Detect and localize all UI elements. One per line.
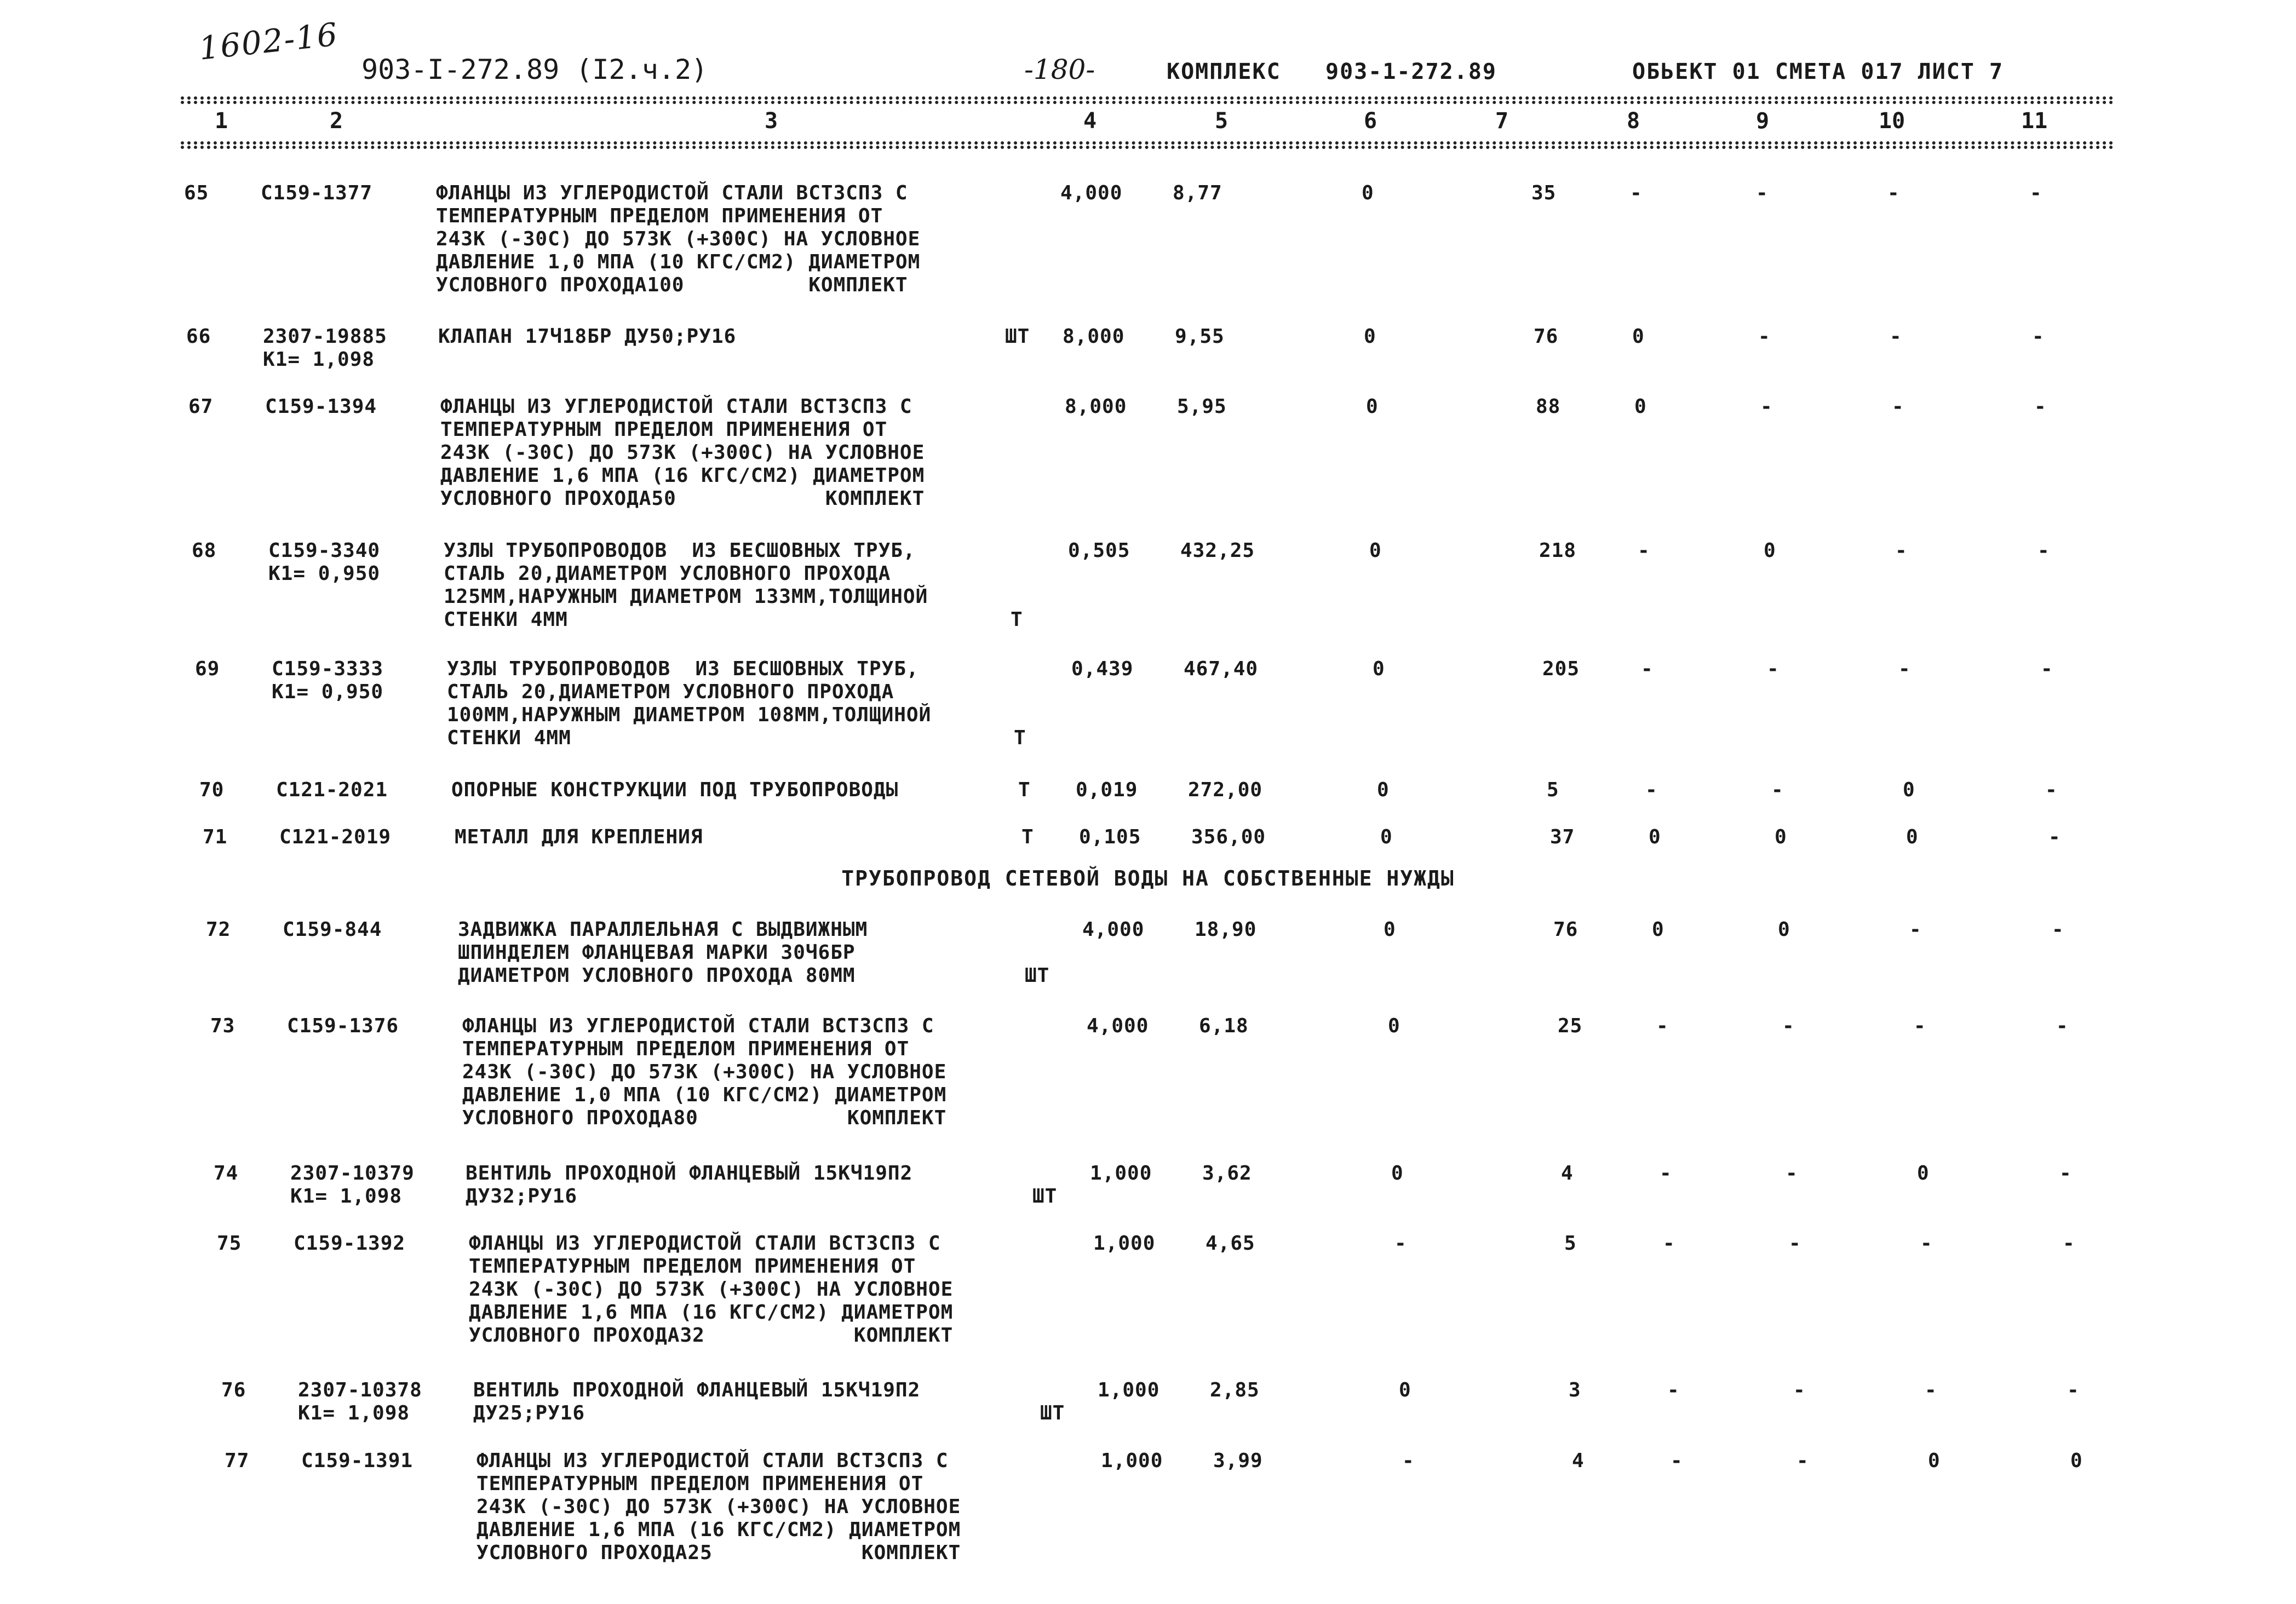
row-col-8: - <box>1660 1162 1672 1185</box>
row-col-10: - <box>1890 325 1902 348</box>
row-col-9: - <box>1782 1015 1795 1037</box>
row-col-11: - <box>2032 325 2045 348</box>
row-unit: ШТ <box>1005 325 1030 348</box>
row-col-8: 0 <box>1632 325 1645 348</box>
header-rule-bottom-2 <box>181 146 2114 149</box>
row-unit: Т <box>1021 826 1034 848</box>
row-col-7: 76 <box>1534 325 1559 348</box>
col-num: 11 <box>2021 108 2048 134</box>
row-price: 6,18 <box>1199 1015 1249 1037</box>
row-price: 2,85 <box>1210 1379 1260 1401</box>
row-description: УЗЛЫ ТРУБОПРОВОДОВ ИЗ БЕСШОВНЫХ ТРУБ, СТАЛЬ 20,ДИАМЕТРОМ УСЛОВНОГО ПРОХОДА 125ММ,НАРУЖНЫМ ДИАМЕТРОМ 133ММ,ТОЛЩИНОЙ СТЕНКИ 4ММ <box>444 539 928 631</box>
row-quantity: 1,000 <box>1090 1162 1152 1185</box>
row-code: С159-1376 <box>287 1015 399 1037</box>
row-description: ФЛАНЦЫ ИЗ УГЛЕРОДИСТОЙ СТАЛИ ВСТ3СП3 С ТЕМПЕРАТУРНЫМ ПРЕДЕЛОМ ПРИМЕНЕНИЯ ОТ 243К (-30С) ДО 573К (+300С) НА УСЛОВНОЕ ДАВЛЕНИЕ 1,6 МПА (16 КГС/СМ2) ДИАМЕТРОМ УСЛОВНОГО ПРОХОДА25 КОМПЛЕКТ <box>477 1450 961 1564</box>
row-col-6: 0 <box>1391 1162 1404 1185</box>
row-quantity: 1,000 <box>1098 1379 1160 1401</box>
row-quantity: 0,439 <box>1071 658 1134 680</box>
row-number: 77 <box>225 1450 250 1472</box>
row-description: ФЛАНЦЫ ИЗ УГЛЕРОДИСТОЙ СТАЛИ ВСТ3СП3 С ТЕМПЕРАТУРНЫМ ПРЕДЕЛОМ ПРИМЕНЕНИЯ ОТ 243К (-30С) ДО 573К (+300С) НА УСЛОВНОЕ ДАВЛЕНИЕ 1,0 МПА (10 КГС/СМ2) ДИАМЕТРОМ УСЛОВНОГО ПРОХОДА100 КОМПЛЕКТ <box>436 182 921 296</box>
row-number: 65 <box>184 182 209 204</box>
row-col-6: 0 <box>1399 1379 1411 1401</box>
row-description: КЛАПАН 17Ч18БР ДУ50;РУ16 <box>438 325 737 348</box>
row-code: С159-1394 <box>265 395 377 418</box>
row-unit: ШТ <box>1040 1402 1065 1424</box>
row-quantity: 8,000 <box>1065 395 1127 418</box>
row-col-8: - <box>1641 658 1654 680</box>
row-col-10: - <box>1892 395 1904 418</box>
row-description: ФЛАНЦЫ ИЗ УГЛЕРОДИСТОЙ СТАЛИ ВСТ3СП3 С ТЕМПЕРАТУРНЫМ ПРЕДЕЛОМ ПРИМЕНЕНИЯ ОТ 243К (-30С) ДО 573К (+300С) НА УСЛОВНОЕ ДАВЛЕНИЕ 1,0 МПА (10 КГС/СМ2) ДИАМЕТРОМ УСЛОВНОГО ПРОХОДА80 КОМПЛЕКТ <box>462 1015 947 1129</box>
row-price: 467,40 <box>1184 658 1259 680</box>
row-col-11: 0 <box>2070 1450 2083 1472</box>
row-col-9: - <box>1789 1232 1801 1255</box>
row-col-9: - <box>1786 1162 1798 1185</box>
row-col-11: - <box>2034 395 2047 418</box>
row-col-7: 5 <box>1547 779 1559 801</box>
row-col-10: - <box>1920 1232 1933 1255</box>
row-col-10: - <box>1898 658 1911 680</box>
row-col-9: 0 <box>1778 918 1790 941</box>
row-col-6: 0 <box>1364 325 1376 348</box>
row-col-8: - <box>1667 1379 1680 1401</box>
header-rule-top <box>181 96 2114 100</box>
row-price: 18,90 <box>1195 918 1257 941</box>
row-price: 272,00 <box>1188 779 1263 801</box>
row-col-10: 0 <box>1906 826 1919 848</box>
row-code: С121-2021 <box>276 779 388 801</box>
row-code: С159-844 <box>283 918 382 941</box>
row-col-11: - <box>2045 779 2058 801</box>
row-number: 71 <box>203 826 228 848</box>
row-coefficient: К1= 1,098 <box>298 1402 410 1424</box>
row-code: 2307-10378 <box>298 1379 422 1401</box>
row-code: С159-3333 <box>272 658 384 680</box>
row-number: 67 <box>188 395 214 418</box>
col-num: 8 <box>1627 108 1640 134</box>
row-col-7: 4 <box>1561 1162 1574 1185</box>
row-col-7: 5 <box>1564 1232 1577 1255</box>
row-col-8: - <box>1656 1015 1669 1037</box>
row-description: ВЕНТИЛЬ ПРОХОДНОЙ ФЛАНЦЕВЫЙ 15КЧ19П2 ДУ32;РУ16 <box>466 1162 913 1208</box>
col-num: 3 <box>765 108 778 134</box>
row-unit: ШТ <box>1025 964 1050 987</box>
row-code: С159-1391 <box>301 1450 414 1472</box>
row-col-6: 0 <box>1380 826 1393 848</box>
row-col-6: 0 <box>1362 182 1374 204</box>
col-num: 5 <box>1215 108 1229 134</box>
row-col-10: - <box>1925 1379 1937 1401</box>
row-price: 3,62 <box>1202 1162 1252 1185</box>
page-number: -180- <box>1024 54 1095 85</box>
row-col-8: 0 <box>1634 395 1647 418</box>
row-col-9: - <box>1760 395 1773 418</box>
row-price: 5,95 <box>1177 395 1227 418</box>
row-number: 75 <box>217 1232 242 1255</box>
row-price: 8,77 <box>1173 182 1222 204</box>
complex-label: КОМПЛЕКС <box>1167 59 1281 84</box>
row-col-11: - <box>2067 1379 2080 1401</box>
row-col-11: - <box>2048 826 2061 848</box>
row-code: С121-2019 <box>279 826 392 848</box>
row-col-8: - <box>1671 1450 1683 1472</box>
row-coefficient: К1= 1,098 <box>290 1185 403 1208</box>
row-col-7: 88 <box>1536 395 1561 418</box>
row-col-7: 205 <box>1542 658 1580 680</box>
row-quantity: 1,000 <box>1101 1450 1163 1472</box>
row-col-7: 3 <box>1569 1379 1581 1401</box>
row-col-9: - <box>1756 182 1769 204</box>
object-info: ОБЬЕКТ 01 СМЕТА 017 ЛИСТ 7 <box>1632 59 2004 84</box>
col-num: 4 <box>1083 108 1097 134</box>
row-col-9: 0 <box>1775 826 1787 848</box>
row-quantity: 0,505 <box>1068 539 1130 562</box>
row-col-8: - <box>1645 779 1658 801</box>
row-number: 66 <box>186 325 211 348</box>
row-col-11: - <box>2063 1232 2075 1255</box>
row-col-8: 0 <box>1652 918 1664 941</box>
row-number: 74 <box>214 1162 239 1185</box>
row-col-7: 35 <box>1531 182 1557 204</box>
header-rule-bottom <box>181 141 2114 145</box>
row-col-6: - <box>1394 1232 1407 1255</box>
row-quantity: 0,019 <box>1076 779 1138 801</box>
row-col-10: 0 <box>1903 779 1915 801</box>
row-number: 76 <box>221 1379 246 1401</box>
row-quantity: 0,105 <box>1079 826 1141 848</box>
row-number: 69 <box>195 658 220 680</box>
row-description: УЗЛЫ ТРУБОПРОВОДОВ ИЗ БЕСШОВНЫХ ТРУБ, СТАЛЬ 20,ДИАМЕТРОМ УСЛОВНОГО ПРОХОДА 100ММ,НАРУЖНЫМ ДИАМЕТРОМ 108ММ,ТОЛЩИНОЙ СТЕНКИ 4ММ <box>447 658 932 749</box>
row-col-8: - <box>1630 182 1643 204</box>
row-col-10: - <box>1895 539 1908 562</box>
col-num: 10 <box>1879 108 1905 134</box>
row-number: 70 <box>199 779 225 801</box>
col-num: 2 <box>330 108 343 134</box>
row-col-7: 76 <box>1553 918 1579 941</box>
row-col-10: - <box>1909 918 1922 941</box>
row-number: 73 <box>210 1015 236 1037</box>
row-code: 2307-19885 <box>263 325 387 348</box>
row-col-10: 0 <box>1928 1450 1941 1472</box>
row-quantity: 4,000 <box>1060 182 1123 204</box>
row-col-7: 218 <box>1539 539 1577 562</box>
row-col-9: - <box>1796 1450 1809 1472</box>
row-col-11: - <box>2037 539 2050 562</box>
row-coefficient: К1= 0,950 <box>272 681 384 703</box>
row-col-8: - <box>1638 539 1650 562</box>
row-col-6: - <box>1402 1450 1415 1472</box>
row-description: ФЛАНЦЫ ИЗ УГЛЕРОДИСТОЙ СТАЛИ ВСТ3СП3 С ТЕМПЕРАТУРНЫМ ПРЕДЕЛОМ ПРИМЕНЕНИЯ ОТ 243К (-30С) ДО 573К (+300С) НА УСЛОВНОЕ ДАВЛЕНИЕ 1,6 МПА (16 КГС/СМ2) ДИАМЕТРОМ УСЛОВНОГО ПРОХОДА32 КОМПЛЕКТ <box>469 1232 954 1347</box>
row-unit: Т <box>1018 779 1031 801</box>
row-quantity: 8,000 <box>1063 325 1125 348</box>
column-numbers <box>181 108 2114 136</box>
row-col-6: 0 <box>1366 395 1379 418</box>
row-coefficient: К1= 1,098 <box>263 348 375 371</box>
row-price: 3,99 <box>1213 1450 1263 1472</box>
row-code: С159-1392 <box>294 1232 406 1255</box>
row-number: 68 <box>192 539 217 562</box>
row-quantity: 4,000 <box>1082 918 1145 941</box>
row-col-11: - <box>2041 658 2053 680</box>
row-col-6: 0 <box>1369 539 1382 562</box>
row-unit: Т <box>1014 727 1026 749</box>
row-col-6: 0 <box>1373 658 1385 680</box>
row-coefficient: К1= 0,950 <box>268 562 381 585</box>
row-col-6: 0 <box>1384 918 1396 941</box>
row-col-7: 4 <box>1572 1450 1585 1472</box>
row-code: 2307-10379 <box>290 1162 415 1185</box>
row-price: 4,65 <box>1206 1232 1255 1255</box>
row-col-11: - <box>2052 918 2064 941</box>
row-col-9: - <box>1771 779 1784 801</box>
row-col-6: 0 <box>1377 779 1390 801</box>
row-col-7: 37 <box>1550 826 1575 848</box>
row-col-9: - <box>1767 658 1780 680</box>
row-description: ОПОРНЫЕ КОНСТРУКЦИИ ПОД ТРУБОПРОВОДЫ <box>451 779 899 801</box>
col-num: 6 <box>1364 108 1377 134</box>
row-description: ВЕНТИЛЬ ПРОХОДНОЙ ФЛАНЦЕВЫЙ 15КЧ19П2 ДУ25;РУ16 <box>473 1379 921 1424</box>
row-price: 432,25 <box>1180 539 1255 562</box>
row-col-11: - <box>2030 182 2042 204</box>
row-col-10: - <box>1887 182 1900 204</box>
row-col-10: - <box>1914 1015 1926 1037</box>
col-num: 7 <box>1495 108 1509 134</box>
row-description: МЕТАЛЛ ДЛЯ КРЕПЛЕНИЯ <box>455 826 703 848</box>
complex-code: 903-1-272.89 <box>1325 59 1497 84</box>
row-code: С159-1377 <box>261 182 373 204</box>
row-col-7: 25 <box>1558 1015 1583 1037</box>
row-col-9: - <box>1793 1379 1806 1401</box>
row-col-10: 0 <box>1917 1162 1930 1185</box>
row-col-11: - <box>2056 1015 2069 1037</box>
row-number: 72 <box>206 918 231 941</box>
row-price: 9,55 <box>1175 325 1225 348</box>
row-description: ФЛАНЦЫ ИЗ УГЛЕРОДИСТОЙ СТАЛИ ВСТ3СП3 С ТЕМПЕРАТУРНЫМ ПРЕДЕЛОМ ПРИМЕНЕНИЯ ОТ 243К (-30С) ДО 573К (+300С) НА УСЛОВНОЕ ДАВЛЕНИЕ 1,6 МПА (16 КГС/СМ2) ДИАМЕТРОМ УСЛОВНОГО ПРОХОДА50 КОМПЛЕКТ <box>440 395 925 510</box>
row-col-9: - <box>1758 325 1771 348</box>
row-unit: ШТ <box>1032 1185 1058 1208</box>
section-title: ТРУБОПРОВОД СЕТЕВОЙ ВОДЫ НА СОБСТВЕННЫЕ НУЖДЫ <box>841 866 1455 890</box>
header-rule-top-2 <box>181 101 2114 104</box>
row-price: 356,00 <box>1191 826 1266 848</box>
row-col-6: 0 <box>1388 1015 1400 1037</box>
row-unit: Т <box>1011 608 1023 631</box>
row-description: ЗАДВИЖКА ПАРАЛЛЕЛЬНАЯ С ВЫДВИЖНЫМ ШПИНДЕЛЕМ ФЛАНЦЕВАЯ МАРКИ 30Ч6БР ДИАМЕТРОМ УСЛОВНОГО ПРОХОДА 80ММ <box>458 918 868 987</box>
document-code: 903-I-272.89 (I2.ч.2) <box>361 54 708 85</box>
row-quantity: 1,000 <box>1093 1232 1156 1255</box>
row-col-8: - <box>1663 1232 1675 1255</box>
handwritten-sheet-number: 1602-16 <box>197 15 340 67</box>
col-num: 1 <box>215 108 228 134</box>
row-code: С159-3340 <box>268 539 381 562</box>
row-col-8: 0 <box>1649 826 1661 848</box>
col-num: 9 <box>1756 108 1770 134</box>
row-quantity: 4,000 <box>1087 1015 1149 1037</box>
row-col-9: 0 <box>1764 539 1776 562</box>
row-col-11: - <box>2059 1162 2072 1185</box>
